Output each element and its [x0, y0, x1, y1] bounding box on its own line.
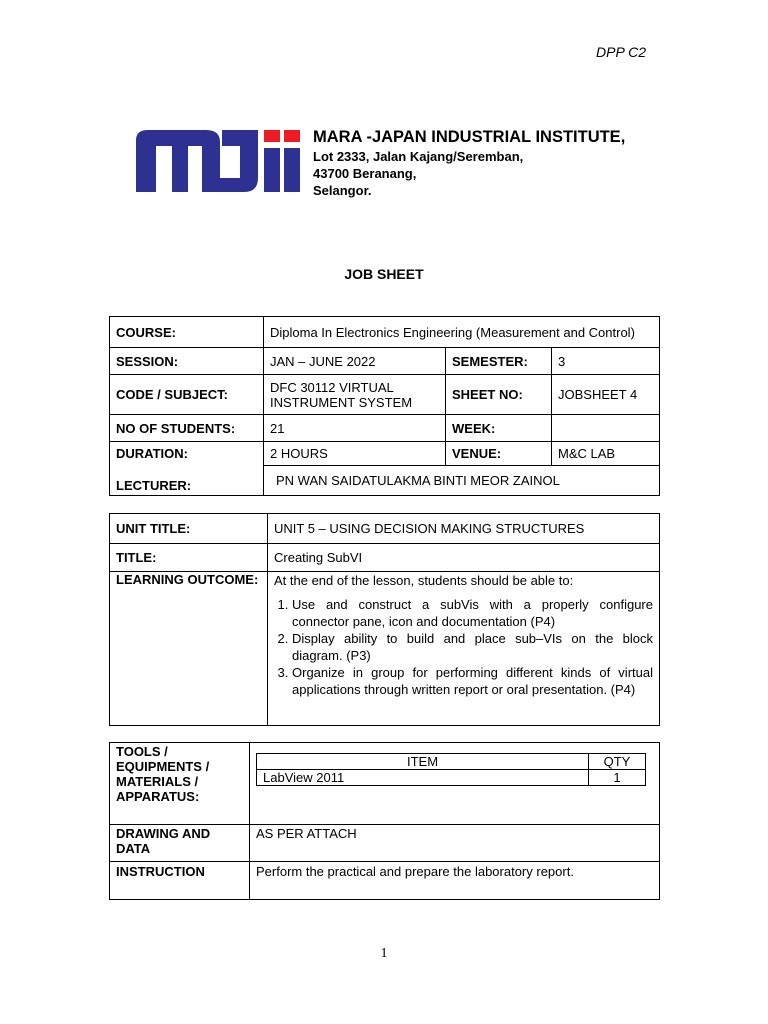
venue-label: VENUE:: [446, 442, 552, 466]
week-label: WEEK:: [446, 415, 552, 442]
logo-dot-2: [284, 130, 300, 142]
outcome-item: 3. Organize in group for performing different kinds of virtual applications through written report or oral presentation. (P4): [292, 664, 653, 698]
students-label: NO OF STUDENTS:: [110, 415, 264, 442]
logo-letter-j: [218, 130, 258, 192]
tools-label: TOOLS / EQUIPMENTS / MATERIALS / APPARATUS:: [110, 743, 250, 825]
item-name: LabView 2011: [257, 770, 589, 786]
logo-dot-1: [264, 130, 280, 142]
unit-table: [109, 513, 660, 726]
semester-label: SEMESTER:: [446, 348, 552, 375]
sheet-no-label: SHEET NO:: [446, 375, 552, 415]
outcome-intro: At the end of the lesson, students should be able to:: [274, 573, 574, 588]
logo-stem-1: [264, 148, 280, 192]
duration-value: 2 HOURS: [264, 442, 446, 466]
code-subject-value: DFC 30112 VIRTUAL INSTRUMENT SYSTEM: [264, 375, 446, 415]
learning-outcome-cell: [268, 572, 660, 726]
venue-value: M&C LAB: [552, 442, 660, 466]
outcome-item: 1. Use and construct a subVis with a properly configure connector pane, icon and documentation (P4): [292, 596, 653, 630]
session-label: SESSION:: [110, 348, 264, 375]
title-value: Creating SubVI: [268, 544, 660, 572]
outcome-item: 2. Display ability to build and place sub–VIs on the block diagram. (P3): [292, 630, 653, 664]
institute-name: MARA -JAPAN INDUSTRIAL INSTITUTE,: [313, 128, 626, 146]
job-sheet-title: JOB SHEET: [344, 266, 424, 282]
qty-header: QTY: [589, 754, 646, 770]
items-table: [256, 753, 646, 786]
duration-label: DURATION:: [110, 442, 264, 466]
tools-table: [109, 742, 660, 900]
item-qty: 1: [589, 770, 646, 786]
lecturer-value: PN WAN SAIDATULAKMA BINTI MEOR ZAINOL: [264, 466, 660, 496]
drawing-value: AS PER ATTACH: [250, 825, 660, 862]
session-value: JAN – JUNE 2022: [264, 348, 446, 375]
course-label: COURSE:: [110, 317, 264, 348]
tools-items-cell: [250, 743, 660, 825]
week-value: [552, 415, 660, 442]
address-line-2: 43700 Beranang,: [313, 166, 417, 181]
job-info-table: [109, 316, 660, 496]
course-value: Diploma In Electronics Engineering (Measurement and Control): [264, 317, 660, 348]
logo-stem-2: [284, 148, 300, 192]
sheet-no-value: JOBSHEET 4: [552, 375, 660, 415]
code-subject-label: CODE / SUBJECT:: [110, 375, 264, 415]
drawing-label: DRAWING AND DATA: [110, 825, 250, 862]
title-label: TITLE:: [110, 544, 268, 572]
lecturer-label: LECTURER:: [110, 466, 264, 496]
outcome-list: [274, 596, 653, 698]
instruction-label: INSTRUCTION: [110, 862, 250, 900]
item-header: ITEM: [257, 754, 589, 770]
semester-value: 3: [552, 348, 660, 375]
unit-title-value: UNIT 5 – USING DECISION MAKING STRUCTURES: [268, 514, 660, 544]
address-line-1: Lot 2333, Jalan Kajang/Seremban,: [313, 149, 524, 164]
instruction-value: Perform the practical and prepare the laboratory report.: [250, 862, 660, 900]
students-value: 21: [264, 415, 446, 442]
document-code: DPP C2: [596, 44, 647, 60]
page-number: 1: [380, 946, 388, 961]
address-line-3: Selangor.: [313, 183, 372, 198]
learning-outcome-label: LEARNING OUTCOME:: [110, 572, 268, 726]
mjii-logo: [136, 130, 300, 192]
logo-letter-m: [136, 130, 220, 192]
unit-title-label: UNIT TITLE:: [110, 514, 268, 544]
institute-header: [313, 127, 625, 199]
